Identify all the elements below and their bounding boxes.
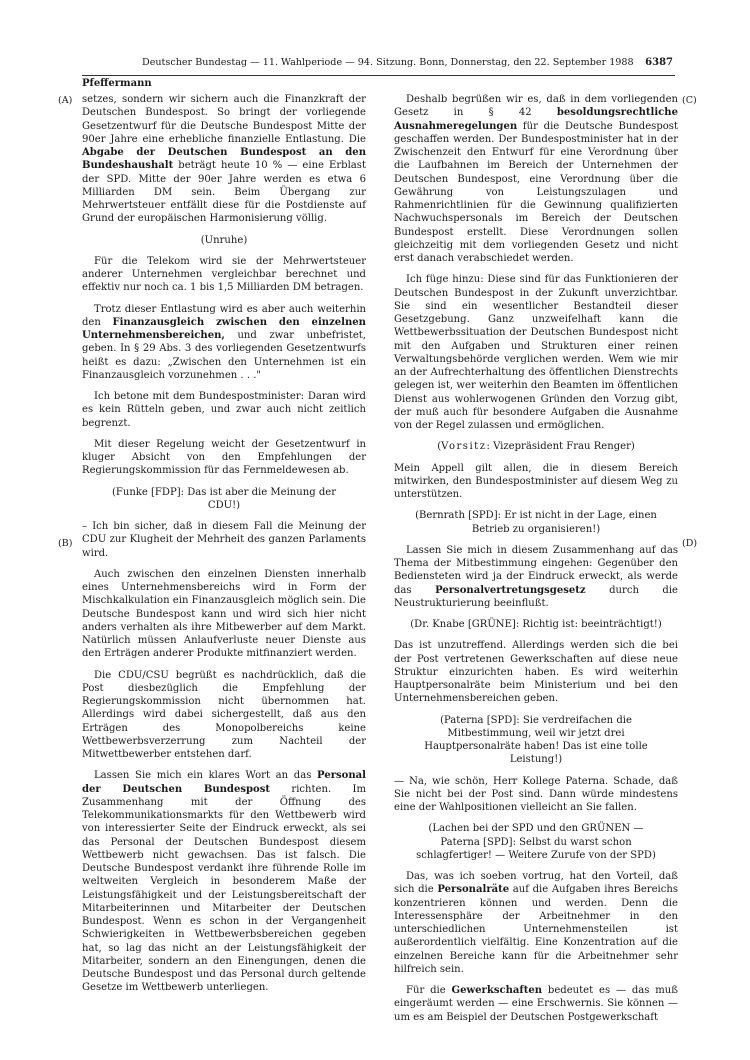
interjection: (Unruhe) bbox=[200, 234, 248, 246]
interjection: (Paterna [SPD]: Sie verdreifachen die Mitbestimmung, weil wir jetzt drei Hauptpersonalräte haben! Das ist eine tolle Leistung!) bbox=[424, 714, 648, 766]
paragraph: Mit dieser Regelung weicht der Gesetzentwurf in kluger Absicht von den Empfehlungen der Regierungskommission für das Fernmeldewesen ab. bbox=[82, 438, 366, 477]
left-column bbox=[82, 93, 366, 1003]
paragraph: Ich betone mit dem Bundespostminister: Daran wird es kein Rütteln geben, und zwar auch nicht zeitlich begrenzt. bbox=[82, 391, 366, 429]
interjection: (Lachen bei der SPD und den GRÜNEN — Paterna [SPD]: Selbst du warst schon schlagfertiger! — Weitere Zurufe von der SPD) bbox=[416, 823, 656, 861]
paragraph: setzes, sondern wir sichern auch die Finanzkraft der Deutschen Bundespost. So bringt der vorliegende Gesetzentwurf für die Deutsche Bundespost Mitte der 90er Jahre eine erhebliche finanzielle Entlastung. Die Abgabe der Deutschen Bundespost an den Bundeshaushalt beträgt heute 10 % — eine Erblast der SPD. Mitte der 90er Jahre werden es etwa 6 Milliarden DM sein. Beim Übergang zur Mehrwertsteuer entfällt diese für die Postdienste auf Grund der europäischen Harmonisierung völlig. bbox=[82, 94, 366, 225]
paragraph: — Na, wie schön, Herr Kollege Paterna. Schade, daß Sie nicht bei der Post sind. Dann würde mindestens eine der Wahlpositionen vielleicht an Sie fallen. bbox=[394, 775, 678, 813]
paragraph: – Ich bin sicher, daß in diesem Fall die Meinung der CDU zur Klugheit der Mehrheit des ganzen Parlaments wird. bbox=[82, 521, 366, 559]
paragraph: Für die Telekom wird sie der Mehrwertsteuer anderer Unternehmen vergleichbar berechnet und effektiv nur noch ca. 1 bis 1,5 Milliarden DM betragen. bbox=[82, 255, 366, 294]
right-column bbox=[394, 93, 678, 1032]
paragraph: Deshalb begrüßen wir es, daß in dem vorliegenden Gesetz in § 42 besoldungsrechtliche Ausnahmeregelungen für die Deutsche Bundespost geschaffen werden. Der Bundespostminister hat in der Zwischenzeit den Entwurf für eine Verordnung über die Laufbahnen im Bereich der Unternehmen der Deutschen Bundespost, eine Verordnung über die Gewährung von Leistungszulagen und Rahmenrichtlinien für die Gewinnung qualifizierten Nachwuchspersonals im Bereich der Deutschen Bundespost erstellt. Diese Verordnungen sollen gleichzeitig mit dem vorliegenden Gesetz und nicht erst danach verabschiedet werden. bbox=[394, 94, 678, 264]
header-rule bbox=[82, 75, 675, 76]
paragraph: Die CDU/CSU begrüßt es nachdrücklich, daß die Post diesbezüglich die Empfehlung der Regierungskommission nicht übernommen hat. Allerdings wird dabei sichergestellt, daß aus den Erträgen des Monopolbereichs keine Wettbewerbsverzerrung zum Nachteil der Mitwettbewerber entstehen darf. bbox=[82, 669, 366, 760]
paragraph: Für die Gewerkschaften bedeutet es — das muß eingeräumt werden — eine Erschwernis. Sie können — um es am Beispiel der Deutschen Postgewerkschaft bbox=[394, 985, 678, 1023]
paragraph: Das, was ich soeben vortrug, hat den Vorteil, daß sich die Personalräte auf die Aufgaben ihres Bereichs konzentrieren können und werden. Denn die Interessensphäre der Arbeitnehmer in den unterschiedlichen Unternehmensteilen ist außerordentlich vielfältig. Eine Konzentration auf die einzelnen Bereiche kann für die Arbeitnehmer sehr hilfreich sein. bbox=[394, 871, 678, 975]
page-header bbox=[82, 57, 675, 73]
page-number: 6387 bbox=[645, 57, 673, 68]
paragraph: Das ist unzutreffend. Allerdings werden sich die bei der Post vertretenen Gewerkschaften auf diese neue Struktur einzurichten haben. Es wird weiterhin Hauptpersonalräte beim Ministerium und bei den Unternehmensbereichen geben. bbox=[394, 640, 678, 705]
margin-marker-b: (B) bbox=[58, 538, 73, 549]
interjection: (Dr. Knabe [GRÜNE]: Richtig ist: beeinträchtigt!) bbox=[410, 619, 662, 630]
margin-marker-a: (A) bbox=[58, 95, 73, 106]
interjection: (Bernrath [SPD]: Er ist nicht in der Lage, einen Betrieb zu organisieren!) bbox=[415, 510, 657, 535]
paragraph: Lassen Sie mich ein klares Wort an das Personal der Deutschen Bundespost richten. Im Zusammenhang mit der Öffnung des Telekommunikationsmarkts für den Wettbewerb wird von interessierter Seite der Eindruck erweckt, als sei das Personal der Deutschen Bundespost diesem Wettbewerb nicht gewachsen. Das ist falsch. Die Deutsche Bundespost verdankt ihre führende Rolle im weltweiten Vergleich in besonderem Maße der Leistungsfähigkeit und der Leistungsbereitschaft der Mitarbeiterinnen und Mitarbeiter der Deutschen Bundespost. Wenn es schon in der Vergangenheit Schwierigkeiten in Wettbewerbsbereichen gegeben hat, so lag das nicht an der Leistungsfähigkeit der Mitarbeiter, sondern an den Einengungen, denen die Deutsche Bundespost und das Personal durch geltende Gesetze im Wettbewerb unterliegen. bbox=[82, 770, 366, 994]
paragraph: Ich füge hinzu: Diese sind für das Funktionieren der Deutschen Bundespost in der Zukunft unverzichtbar. Sie sind ein wesentlicher Bestandteil dieser Gesetzgebung. Ganz unzweifelhaft kann die Wettbewerbssituation der Deutschen Bundespost nicht mit den Aufgaben und Strukturen einer reinen Verwaltungsbehörde verglichen werden. Wem wie mir an der Aufrechterhaltung des öffentlichen Dienstrechts gelegen ist, wer weiterhin den Beamten im öffentlichen Dienst aus wohlerwogenen Gründen den Vorzug gibt, der muß auch für besondere Aufgaben die Ausnahme von der Regel zulassen und ermöglichen. bbox=[394, 274, 678, 431]
margin-marker-c: (C) bbox=[682, 95, 697, 106]
paragraph: Lassen Sie mich in diesem Zusammenhang auf das Thema der Mitbestimmung eingehen: Gegenüber den Bediensteten wird ja der Eindruck erweckt, als werde das Personalvertretungsgesetz durch die Neustrukturierung beeinflußt. bbox=[394, 544, 678, 609]
interjection: (Vorsitz: Vizepräsident Frau Renger) bbox=[437, 441, 635, 453]
speaker-name: Pfeffermann bbox=[82, 78, 152, 89]
header-title: Deutscher Bundestag — 11. Wahlperiode — 94. Sitzung. Bonn, Donnerstag, den 22. September 1988 bbox=[142, 57, 634, 68]
margin-marker-d: (D) bbox=[682, 538, 698, 549]
interjection: (Funke [FDP]: Das ist aber die Meinung der CDU!) bbox=[111, 486, 337, 511]
paragraph: Auch zwischen den einzelnen Diensten innerhalb eines Unternehmensbereichs wird in Form der Mischkalkulation ein Finanzausgleich möglich sein. Die Deutsche Bundespost kann und wird sich hier nicht anders verhalten als ihre Mitbewerber auf dem Markt. Natürlich müssen Anlaufverluste neuer Dienste aus den Erträgen anderer Produkte mitfinanziert werden. bbox=[82, 568, 366, 660]
paragraph: Mein Appell gilt allen, die in diesem Bereich mitwirken, den Bundespostminister auf diesem Weg zu unterstützen. bbox=[394, 462, 678, 500]
paragraph: Trotz dieser Entlastung wird es aber auch weiterhin den Finanzausgleich zwischen den einzelnen Unternehmensbereichen, und zwar unbefristet, geben. In § 29 Abs. 3 des vorliegenden Gesetzentwurfs heißt es dazu: „Zwischen den Unternehmen ist ein Finanzausgleich vorzunehmen . . ." bbox=[82, 303, 366, 381]
